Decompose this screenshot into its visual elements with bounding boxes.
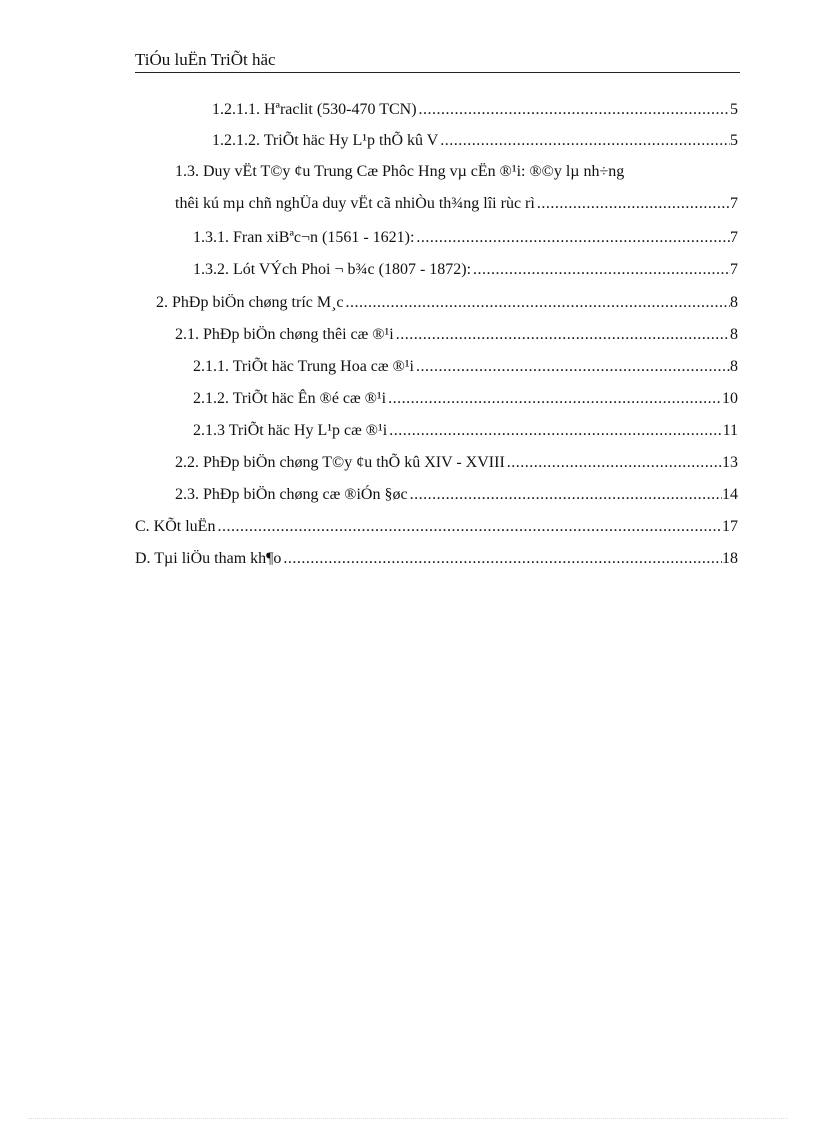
toc-entry-label: 2.1.1. TriÕt häc Trung Hoa cæ ®¹i — [193, 358, 414, 375]
toc-entry-page: 10 — [722, 390, 738, 407]
toc-entry-page: 7 — [730, 229, 738, 246]
toc-leader-dots — [416, 351, 730, 382]
page-header — [135, 50, 740, 73]
toc-leader-dots — [346, 287, 730, 318]
toc-entry-page: 8 — [730, 358, 738, 375]
toc-entry-label: C. KÕt luËn — [135, 518, 216, 535]
toc-leader-dots — [419, 94, 730, 125]
toc-entry-label: 1.3. Duy vËt T©y ¢u Trung Cæ Phôc Hng vµ cËn ®¹i: ®©y lµ nh÷ng — [175, 163, 625, 180]
toc-entry-page: 8 — [730, 294, 738, 311]
toc-entry-2-1-1[interactable] — [193, 351, 738, 382]
toc-entry-2-1[interactable] — [175, 319, 738, 350]
toc-entry-label: 2.1.2. TriÕt häc Ên ®é cæ ®¹i — [193, 390, 387, 407]
toc-entry-page: 5 — [730, 101, 738, 118]
toc-entry-1-2-1-1[interactable] — [212, 94, 738, 125]
toc-leader-dots — [410, 479, 722, 510]
toc-entry-1-3-1[interactable] — [193, 222, 738, 253]
toc-leader-dots — [389, 415, 722, 446]
toc-entry-page: 7 — [730, 261, 738, 278]
toc-entry-1-3-2[interactable] — [193, 254, 738, 285]
toc-entry-label: 2.1.3 TriÕt häc Hy L¹p cæ ®¹i — [193, 422, 388, 439]
toc-leader-dots — [440, 125, 730, 156]
toc-entry-page: 14 — [722, 486, 738, 503]
toc-entry-page: 18 — [722, 550, 738, 567]
toc-leader-dots — [217, 511, 722, 542]
toc-entry-page: 5 — [730, 132, 738, 149]
toc-entry-2[interactable] — [156, 287, 738, 318]
toc-entry-c[interactable] — [135, 511, 738, 542]
toc-leader-dots — [507, 447, 722, 478]
toc-entry-2-1-3[interactable] — [193, 415, 738, 446]
page-bottom-border — [28, 1118, 788, 1120]
toc-leader-dots — [416, 222, 730, 253]
toc-entry-1-3-line2[interactable] — [175, 188, 738, 219]
toc-entry-page: 8 — [730, 326, 738, 343]
toc-entry-page: 13 — [722, 454, 738, 471]
toc-entry-label: 2.2. PhÐp biÖn chøng T©y ¢u thÕ kû XIV - XVIII — [175, 454, 505, 471]
header-title: TiÓu luËn TriÕt häc — [135, 50, 276, 69]
toc-entry-page: 11 — [722, 422, 738, 439]
toc-entry-label: 1.2.1.2. TriÕt häc Hy L¹p thÕ kû V — [212, 132, 439, 149]
toc-entry-label: 1.2.1.1. Hªraclit (530-470 TCN) — [212, 101, 417, 118]
toc-entry-label: 2.3. PhÐp biÖn chøng cæ ®iÓn §øc — [175, 486, 408, 503]
toc-entry-2-1-2[interactable] — [193, 383, 738, 414]
toc-leader-dots — [388, 383, 722, 414]
toc-entry-label: 2. PhÐp biÖn chøng tríc M¸c — [156, 294, 344, 311]
toc-leader-dots — [396, 319, 730, 350]
toc-entry-1-3-line1[interactable] — [175, 156, 624, 187]
toc-entry-label: 1.3.1. Fran xiBªc¬n (1561 - 1621): — [193, 229, 415, 246]
toc-entry-label: D. Tµi liÖu tham kh¶o — [135, 550, 282, 567]
toc-leader-dots — [283, 543, 722, 574]
toc-entry-2-3[interactable] — [175, 479, 738, 510]
toc-entry-1-2-1-2[interactable] — [212, 125, 738, 156]
toc-leader-dots — [473, 254, 730, 285]
toc-entry-label: thêi kú mµ chñ nghÜa duy vËt cã nhiÒu th¾ng lîi rùc rì — [175, 195, 535, 212]
toc-entry-page: 7 — [730, 195, 738, 212]
toc-entry-2-2[interactable] — [175, 447, 738, 478]
toc-entry-label: 2.1. PhÐp biÖn chøng thêi cæ ®¹i — [175, 326, 394, 343]
toc-entry-page: 17 — [722, 518, 738, 535]
toc-leader-dots — [537, 188, 730, 219]
toc-entry-d[interactable] — [135, 543, 738, 574]
toc-entry-label: 1.3.2. Lót VÝch Phoi ¬ b¾c (1807 - 1872): — [193, 261, 472, 278]
